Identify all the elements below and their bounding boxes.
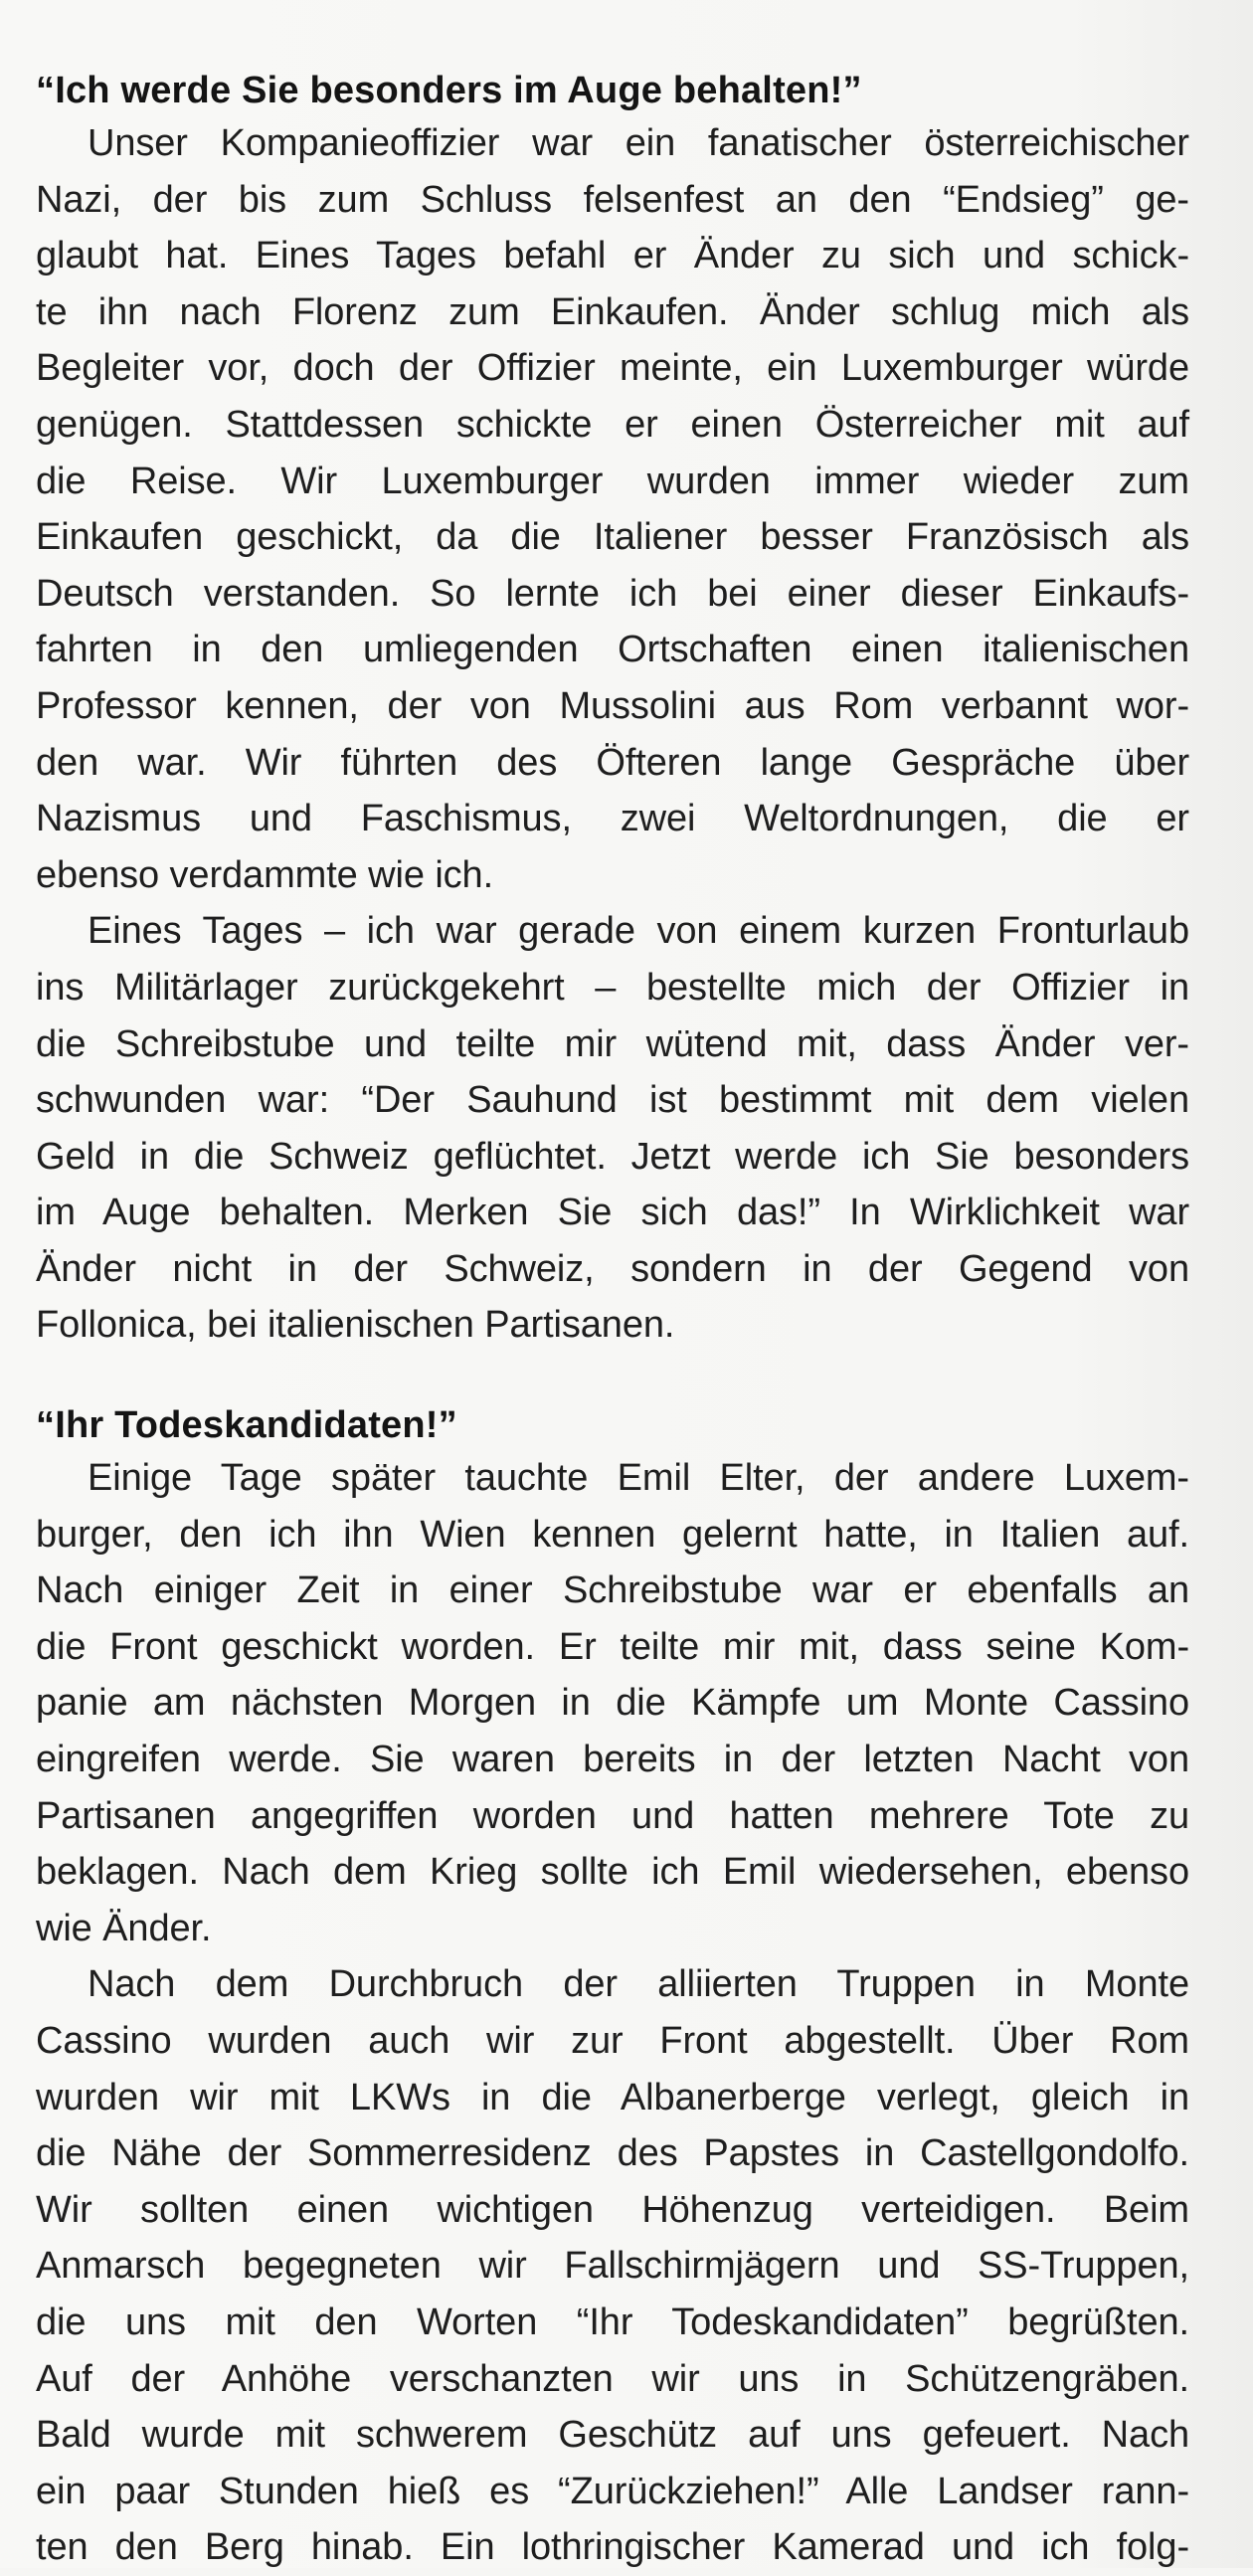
text-line: Anmarsch begegneten wir Fallschirmjägern und SS-Truppen, xyxy=(36,2245,1189,2288)
text-line: panie am nächsten Morgen in die Kämpfe um Monte Cassino xyxy=(36,1682,1189,1725)
text-line: Nach dem Durchbruch der alliierten Truppen in Monte xyxy=(88,1963,1189,2006)
text-line: Partisanen angegriffen worden und hatten mehrere Tote zu xyxy=(36,1794,1189,1837)
text-line: die Schreibstube und teilte mir wütend mit, dass Änder ver- xyxy=(36,1022,1189,1065)
text-line: Einkaufen geschickt, da die Italiener besser Französisch als xyxy=(36,516,1189,559)
text-line: die Front geschickt worden. Er teilte mir mit, dass seine Kom- xyxy=(36,1625,1189,1668)
text-line: genügen. Stattdessen schickte er einen Österreicher mit auf xyxy=(36,403,1189,446)
text-line: Unser Kompanieoffizier war ein fanatischer österreichischer xyxy=(88,122,1189,164)
text-line: Follonica, bei italienischen Partisanen. xyxy=(36,1304,675,1347)
text-line: Auf der Anhöhe verschanzten wir uns in Schützengräben. xyxy=(36,2357,1189,2400)
text-line: Nach einiger Zeit in einer Schreibstube war er ebenfalls an xyxy=(36,1569,1189,1612)
text-line: glaubt hat. Eines Tages befahl er Änder zu sich und schick- xyxy=(36,235,1189,277)
text-line: fahrten in den umliegenden Ortschaften einen italienischen xyxy=(36,629,1189,671)
text-line: Einige Tage später tauchte Emil Elter, der andere Luxem- xyxy=(88,1457,1189,1500)
text-line: schwunden war: “Der Sauhund ist bestimmt mit dem vielen xyxy=(36,1079,1189,1122)
section-spacer xyxy=(36,1354,1189,1400)
text-line: Nazismus und Faschismus, zwei Weltordnungen, die er xyxy=(36,798,1189,840)
text-line: Änder nicht in der Schweiz, sondern in der Gegend von xyxy=(36,1247,1189,1290)
section-2-text xyxy=(36,1450,1189,2576)
text-line: eingreifen werde. Sie waren bereits in der letzten Nacht von xyxy=(36,1739,1189,1781)
text-line: Begleiter vor, doch der Offizier meinte, ein Luxemburger würde xyxy=(36,347,1189,390)
text-line: die Nähe der Sommerresidenz des Papstes in Castellgondolfo. xyxy=(36,2132,1189,2175)
section-heading-2: “Ihr Todeskandidaten!” xyxy=(36,1404,457,1447)
text-line: Eines Tages – ich war gerade von einem kurzen Fronturlaub xyxy=(88,910,1189,953)
text-line: Geld in die Schweiz geflüchtet. Jetzt werde ich Sie besonders xyxy=(36,1135,1189,1178)
text-line: ins Militärlager zurückgekehrt – bestellte mich der Offizier in xyxy=(36,966,1189,1009)
text-line: beklagen. Nach dem Krieg sollte ich Emil wiedersehen, ebenso xyxy=(36,1851,1189,1894)
text-line: Deutsch verstanden. So lernte ich bei einer dieser Einkaufs- xyxy=(36,572,1189,615)
text-line: Cassino wurden auch wir zur Front abgestellt. Über Rom xyxy=(36,2020,1189,2062)
text-line: Nazi, der bis zum Schluss felsenfest an den “Endsieg” ge- xyxy=(36,178,1189,221)
text-line: im Auge behalten. Merken Sie sich das!” In Wirklichkeit war xyxy=(36,1192,1189,1234)
text-line: ebenso verdammte wie ich. xyxy=(36,853,494,896)
text-line: wie Änder. xyxy=(36,1907,212,1949)
section-1-text xyxy=(36,115,1189,1354)
text-line: die uns mit den Worten “Ihr Todeskandidaten” begrüßten. xyxy=(36,2300,1189,2343)
text-line: ein paar Stunden hieß es “Zurückziehen!” Alle Landser rann- xyxy=(36,2470,1189,2512)
text-line: wurden wir mit LKWs in die Albanerberge verlegt, gleich in xyxy=(36,2076,1189,2118)
text-line: Bald wurde mit schwerem Geschütz auf uns gefeuert. Nach xyxy=(36,2414,1189,2457)
text-line: die Reise. Wir Luxemburger wurden immer wieder zum xyxy=(36,460,1189,502)
article-body xyxy=(36,66,1189,2576)
text-line: ten den Berg hinab. Ein lothringischer Kamerad und ich folg- xyxy=(36,2526,1189,2569)
section-heading-1: “Ich werde Sie besonders im Auge behalten!” xyxy=(36,70,862,111)
text-line: burger, den ich ihn Wien kennen gelernt hatte, in Italien auf. xyxy=(36,1513,1189,1556)
text-line: Professor kennen, der von Mussolini aus Rom verbannt wor- xyxy=(36,684,1189,727)
text-line: den war. Wir führten des Öfteren lange Gespräche über xyxy=(36,741,1189,784)
text-line: te ihn nach Florenz zum Einkaufen. Änder schlug mich als xyxy=(36,290,1189,333)
text-line: Wir sollten einen wichtigen Höhenzug verteidigen. Beim xyxy=(36,2188,1189,2231)
